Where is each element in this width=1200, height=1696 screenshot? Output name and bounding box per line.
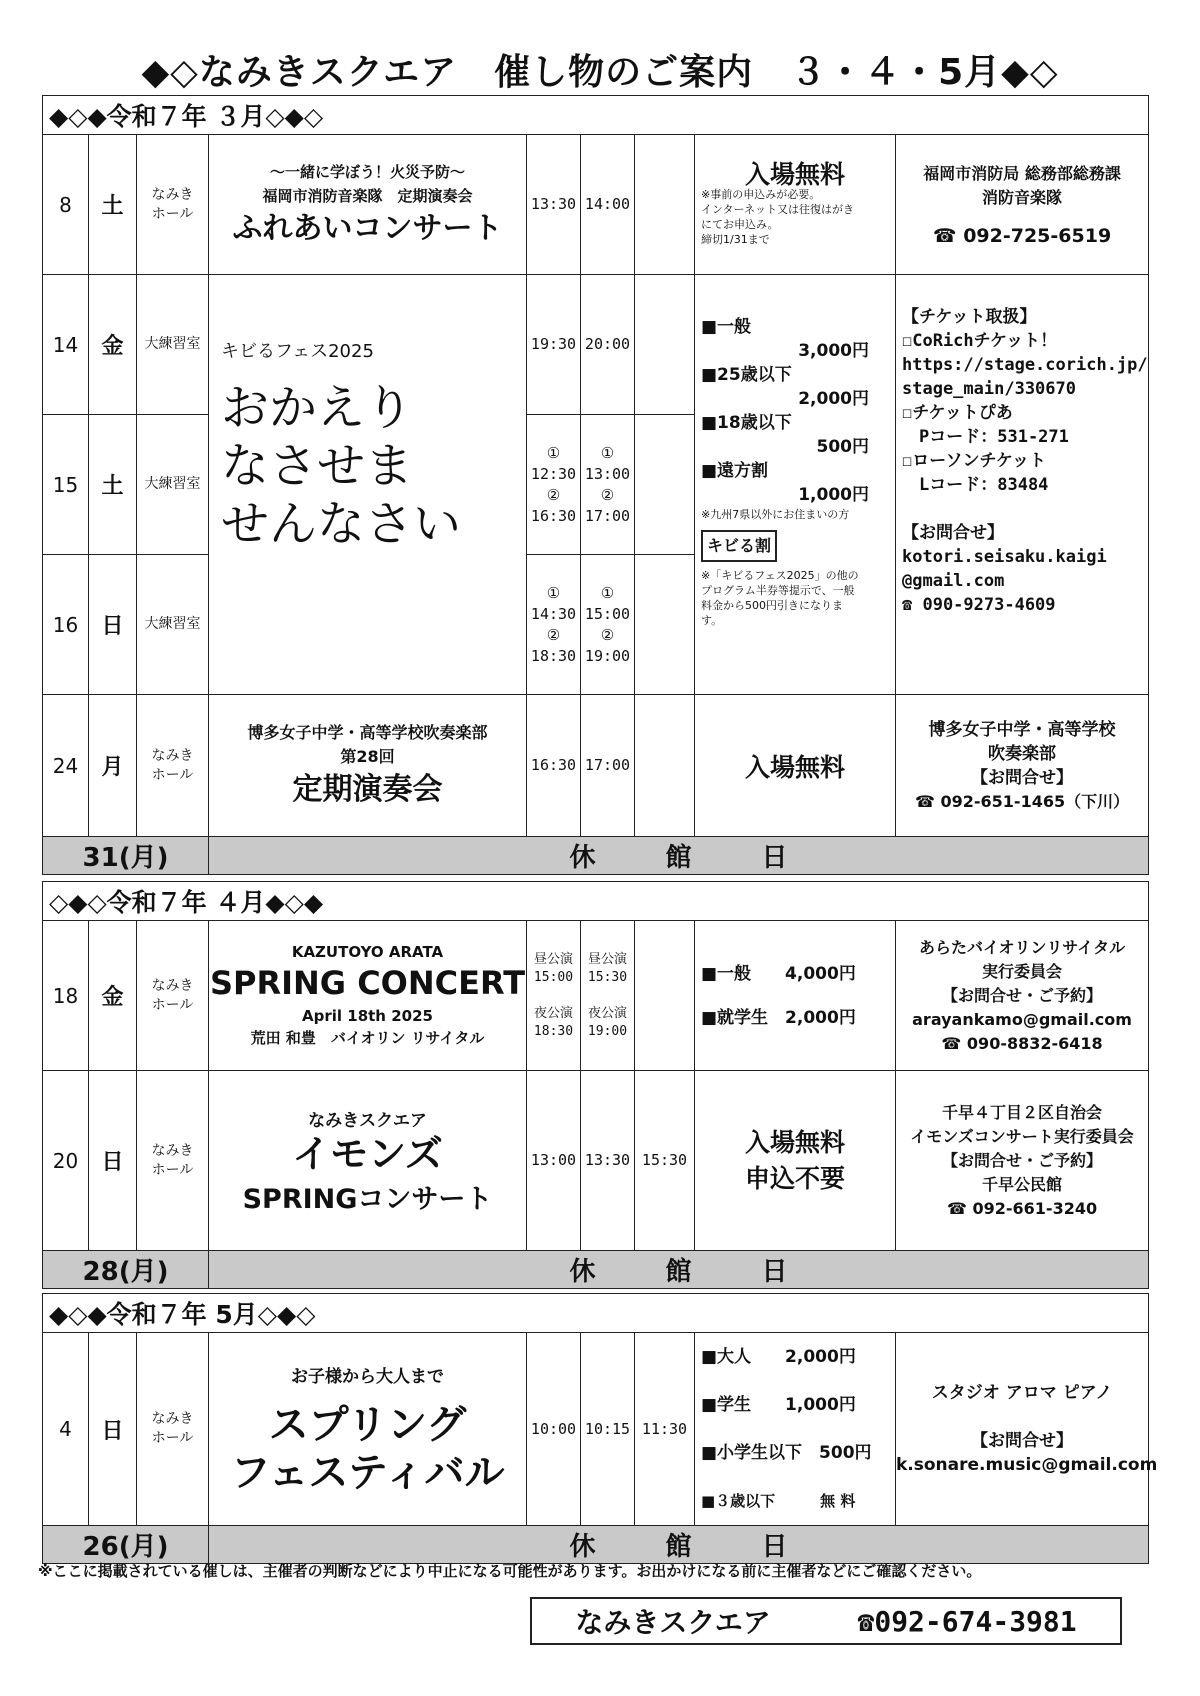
price-line: ■３歳以下 無 料	[701, 1492, 856, 1510]
event-open-time: 10:00	[527, 1333, 581, 1526]
price-note: ※「キビるフェス2025」の他の プログラム半券等提示で、一般 料金から500円引きになりま す。	[701, 569, 859, 627]
may-table	[42, 1293, 1158, 1564]
event-day: 18	[43, 921, 89, 1071]
event-row	[43, 1071, 1149, 1251]
event-venue: なみき ホール	[137, 1333, 209, 1526]
april-table	[42, 881, 1149, 1289]
event-end-time: 11:30	[635, 1333, 695, 1526]
price-line: ■一般 4,000円	[701, 963, 856, 984]
event-start-time: ① 15:00 ② 19:00	[581, 555, 635, 695]
footer-box	[530, 1597, 1122, 1645]
event-venue: なみき ホール	[137, 1071, 209, 1251]
event-title: スプリング フェスティバル	[230, 1401, 505, 1496]
organizer: 千早４丁目２区自治会 イモンズコンサート実行委員会 【お問合せ・ご予約】 千早公民館 ☎ 092-661-3240	[896, 1071, 1149, 1251]
event-row	[43, 921, 1149, 1071]
event-start-time: 20:00	[581, 275, 635, 415]
event-row	[43, 695, 1149, 837]
event-title: 定期演奏会	[292, 771, 443, 807]
event-venue: なみき ホール	[137, 135, 209, 275]
closed-date: 31(月)	[43, 837, 209, 875]
event-weekday: 日	[89, 555, 137, 695]
event-subtitle: 〜一緒に学ぼう！火災予防〜 福岡市消防音楽隊 定期演奏会	[262, 162, 473, 205]
price-line: ■小学生以下 500円	[701, 1443, 872, 1463]
event-day: 4	[43, 1333, 89, 1526]
discount-badge: キビる割	[701, 530, 777, 562]
closed-day-row	[43, 837, 1149, 875]
event-weekday: 月	[89, 695, 137, 837]
april-header: ◇◆◇令和７年 ４月◆◇◆	[43, 882, 1149, 921]
price-label: ■25歳以下	[701, 365, 792, 385]
event-weekday: 土	[89, 135, 137, 275]
event-subtitle: SPRINGコンサート	[242, 1183, 493, 1215]
event-day: 15	[43, 415, 89, 555]
organizer: あらたバイオリンリサイタル 実行委員会 【お問合せ・ご予約】 arayankamo@gmail.com ☎ 090-8832-6418	[896, 921, 1149, 1071]
closed-day-row	[43, 1526, 1149, 1564]
event-weekday: 金	[89, 275, 137, 415]
price-line: ■大人 2,000円	[701, 1347, 856, 1367]
event-day: 8	[43, 135, 89, 275]
event-venue: 大練習室	[137, 555, 209, 695]
organizer: 博多女子中学・高等学校 吹奏楽部 【お問合せ】	[928, 719, 1116, 788]
event-end-time: 15:30	[635, 1071, 695, 1251]
event-venue: なみき ホール	[137, 695, 209, 837]
event-day: 20	[43, 1071, 89, 1251]
closed-label: 休館日	[209, 1526, 1149, 1564]
event-venue: 大練習室	[137, 275, 209, 415]
event-start-time: 14:00	[581, 135, 635, 275]
event-end-time	[635, 695, 695, 837]
event-open-time: 13:30	[527, 135, 581, 275]
admission-free: 入場無料	[744, 159, 845, 189]
closed-label: 休館日	[209, 1251, 1149, 1289]
price-value: 500円	[816, 437, 869, 457]
event-day: 16	[43, 555, 89, 695]
event-row	[43, 135, 1149, 275]
event-subtitle: なみきスクエア	[308, 1110, 427, 1131]
event-end-time	[635, 275, 695, 415]
event-subtitle: お子様から大人まで	[291, 1366, 444, 1387]
price-line: ■就学生 2,000円	[701, 1007, 856, 1028]
price-label: ■18歳以下	[701, 413, 792, 433]
closed-day-row	[43, 1251, 1149, 1289]
march-table	[42, 95, 1149, 875]
event-title: イモンズ	[292, 1131, 443, 1176]
footer-phone: ☎092-674-3981	[857, 1604, 1077, 1638]
march-header: ◆◇◆令和７年 ３月◇◆◇	[43, 96, 1149, 135]
event-subtitle: キビるフェス2025	[221, 341, 374, 362]
event-row	[43, 1333, 1149, 1526]
event-title: ふれあいコンサート	[232, 210, 503, 246]
price-note: ※事前の申込みが必要。 インターネット又は往復はがき にてお申込み。 締切1/31まで	[701, 187, 855, 246]
event-subtitle: KAZUTOYO ARATA	[291, 942, 444, 961]
event-end-time	[635, 921, 695, 1071]
closed-date: 26(月)	[43, 1526, 209, 1564]
event-open-time: ① 14:30 ② 18:30	[527, 555, 581, 695]
event-weekday: 日	[89, 1071, 137, 1251]
event-subtitle: April 18th 2025 荒田 和豊 バイオリン リサイタル	[250, 1006, 485, 1047]
price-value: 2,000円	[798, 389, 869, 409]
may-header: ◆◇◆令和７年 5月◇◆◇	[43, 1294, 1149, 1333]
price-value: 3,000円	[798, 341, 869, 361]
event-end-time	[635, 415, 695, 555]
event-start-time: 10:15	[581, 1333, 635, 1526]
organizer: 福岡市消防局 総務部総務課 消防音楽隊	[923, 163, 1121, 207]
closed-date: 28(月)	[43, 1251, 209, 1289]
disclaimer-notice: ※ここに掲載されている催しは、主催者の判断などにより中止になる可能性があります。お出かけになる前に主催者などにご確認ください。	[38, 1562, 982, 1580]
event-end-time	[635, 135, 695, 275]
event-start-time: 昼公演 15:30 夜公演 19:00	[581, 921, 635, 1071]
page-title: ◆◇なみきスクエア 催し物のご案内 ３・４・5月◆◇	[141, 52, 1059, 93]
event-start-time: 17:00	[581, 695, 635, 837]
organizer: スタジオ アロマ ピアノ 【お問合せ】 k.sonare.music@gmail.com	[896, 1333, 1149, 1526]
organizer-phone: ☎ 092-651-1465（下川）	[914, 791, 1130, 811]
price-label: ■一般	[701, 317, 752, 337]
event-row	[43, 275, 1149, 415]
price-line: ■学生 1,000円	[701, 1395, 856, 1415]
event-day: 14	[43, 275, 89, 415]
event-open-time: 19:30	[527, 275, 581, 415]
event-open-time: 16:30	[527, 695, 581, 837]
event-start-time: 13:30	[581, 1071, 635, 1251]
price-note: ※九州7県以外にお住まいの方	[701, 508, 850, 521]
event-title: おかえり なさせま せんなさい	[221, 380, 462, 552]
event-end-time	[635, 555, 695, 695]
price-label: ■遠方割	[701, 461, 769, 481]
event-weekday: 土	[89, 415, 137, 555]
event-weekday: 日	[89, 1333, 137, 1526]
event-start-time: ① 13:00 ② 17:00	[581, 415, 635, 555]
event-open-time: ① 12:30 ② 16:30	[527, 415, 581, 555]
closed-label: 休館日	[209, 837, 1149, 875]
price-value: 1,000円	[798, 485, 869, 505]
event-subtitle: 博多女子中学・高等学校吹奏楽部 第28回	[247, 722, 488, 766]
admission-free: 入場無料	[695, 695, 896, 837]
event-open-time: 13:00	[527, 1071, 581, 1251]
organizer-phone: ☎ 092-725-6519	[932, 224, 1112, 247]
event-weekday: 金	[89, 921, 137, 1071]
footer-venue-name: なみきスクエア	[575, 1606, 771, 1639]
event-open-time: 昼公演 15:00 夜公演 18:30	[527, 921, 581, 1071]
event-venue: 大練習室	[137, 415, 209, 555]
event-title: SPRING CONCERT	[209, 963, 526, 1002]
admission-free: 入場無料 申込不要	[695, 1071, 896, 1251]
event-venue: なみき ホール	[137, 921, 209, 1071]
event-day: 24	[43, 695, 89, 837]
ticket-info: 【チケット取扱】 ☐CoRichチケット！ https://stage.corich.jp/ stage_main/330670 ☐チケットぴあ Pコード：531-271 ☐ローソンチケット Lコード：83484 【お問合せ】 kotori.seisaku.kaigi @gmail.com ☎ 090-9273-4609	[902, 307, 1148, 615]
